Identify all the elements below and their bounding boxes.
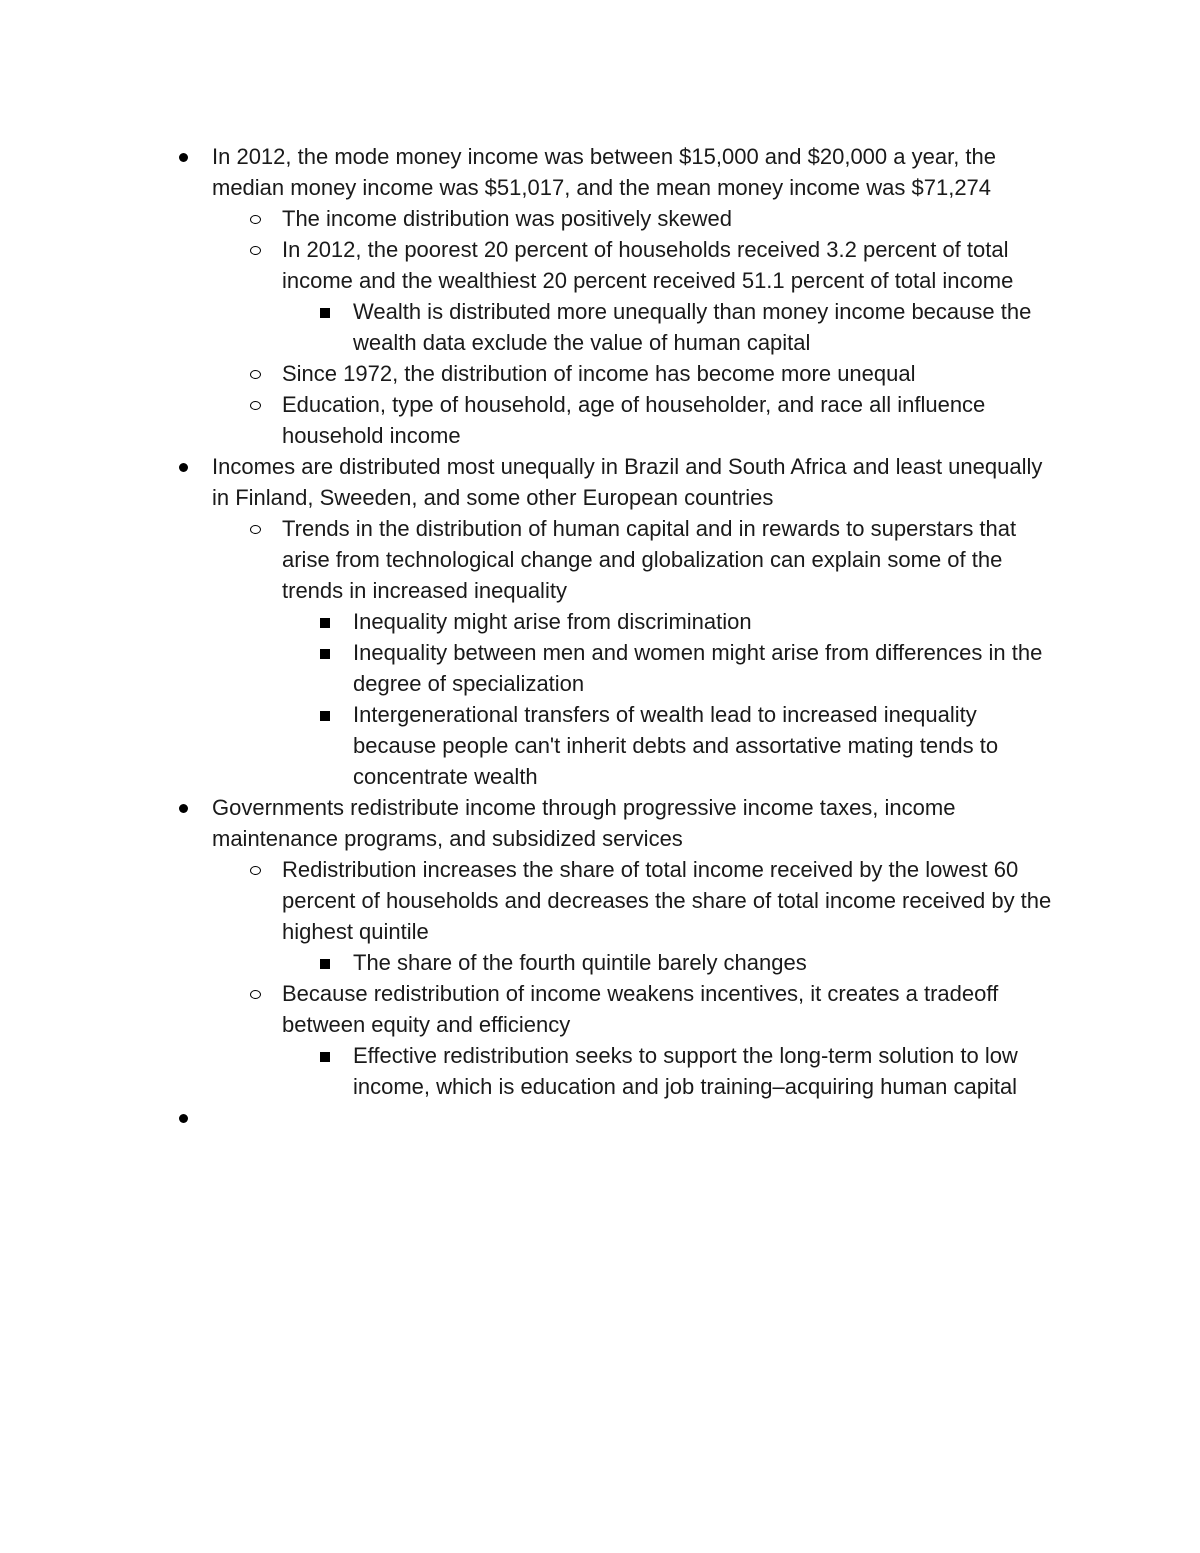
bullet-text: Intergenerational transfers of wealth lead to increased inequality because people can't inherit debts and assortative mating tends to concentrate wealth [353,702,999,789]
sub-bullet-item [282,389,1062,451]
hollow-circle-bullet-icon [250,215,261,224]
empty-bullet-item [212,1102,1062,1133]
document-page [0,141,1200,1133]
sub-sub-bullet-item [353,296,1063,358]
bullet-item [212,141,1062,203]
square-bullet-icon [320,1052,330,1062]
bullet-item [212,451,1062,513]
bullet-text: Inequality between men and women might arise from differences in the degree of specialization [353,640,1043,696]
hollow-circle-bullet-icon [250,370,261,379]
sub-sub-bullet-item [353,1040,1063,1102]
square-bullet-icon [320,308,330,318]
bullet-text: Wealth is distributed more unequally than money income because the wealth data exclude the value of human capital [353,299,1032,355]
bullet-text: Governments redistribute income through progressive income taxes, income maintenance programs, and subsidized services [212,795,956,851]
hollow-circle-bullet-icon [250,401,261,410]
filled-circle-bullet-icon [179,1114,188,1123]
square-bullet-icon [320,649,330,659]
bullet-text: Incomes are distributed most unequally in Brazil and South Africa and least unequally in Finland, Sweeden, and some other European countries [212,454,1043,510]
bullet-text: The income distribution was positively skewed [282,206,732,231]
bullet-text: Effective redistribution seeks to support the long-term solution to low income, which is education and job training–acquiring human capital [353,1043,1018,1099]
filled-circle-bullet-icon [179,153,188,162]
bullet-text: Trends in the distribution of human capital and in rewards to superstars that arise from technological change and globalization can explain some of the trends in increased inequality [282,516,1017,603]
filled-circle-bullet-icon [179,804,188,813]
sub-bullet-item [282,854,1062,947]
sub-sub-bullet-item [353,606,1063,637]
sub-sub-bullet-item [353,637,1063,699]
square-bullet-icon [320,618,330,628]
sub-bullet-item [282,358,1062,389]
bullet-text: Education, type of household, age of householder, and race all influence household income [282,392,986,448]
hollow-circle-bullet-icon [250,525,261,534]
sub-bullet-item [282,513,1062,606]
bullet-text: In 2012, the poorest 20 percent of households received 3.2 percent of total income and the wealthiest 20 percent received 51.1 percent of total income [282,237,1014,293]
sub-sub-bullet-item [353,699,1063,792]
sub-bullet-item [282,234,1062,296]
bullet-text: In 2012, the mode money income was between $15,000 and $20,000 a year, the median money income was $51,017, and the mean money income was $71,274 [212,144,996,200]
sub-bullet-item [282,203,1062,234]
bullet-text: Redistribution increases the share of total income received by the lowest 60 percent of households and decreases the share of total income received by the highest quintile [282,857,1052,944]
hollow-circle-bullet-icon [250,866,261,875]
hollow-circle-bullet-icon [250,246,261,255]
bullet-text: The share of the fourth quintile barely changes [353,950,807,975]
bullet-item [212,792,1062,854]
hollow-circle-bullet-icon [250,990,261,999]
bullet-text: Inequality might arise from discrimination [353,609,752,634]
filled-circle-bullet-icon [179,463,188,472]
bullet-text: Because redistribution of income weakens incentives, it creates a tradeoff between equity and efficiency [282,981,999,1037]
bullet-text: Since 1972, the distribution of income has become more unequal [282,361,916,386]
square-bullet-icon [320,711,330,721]
sub-sub-bullet-item [353,947,1063,978]
square-bullet-icon [320,959,330,969]
sub-bullet-item [282,978,1062,1040]
